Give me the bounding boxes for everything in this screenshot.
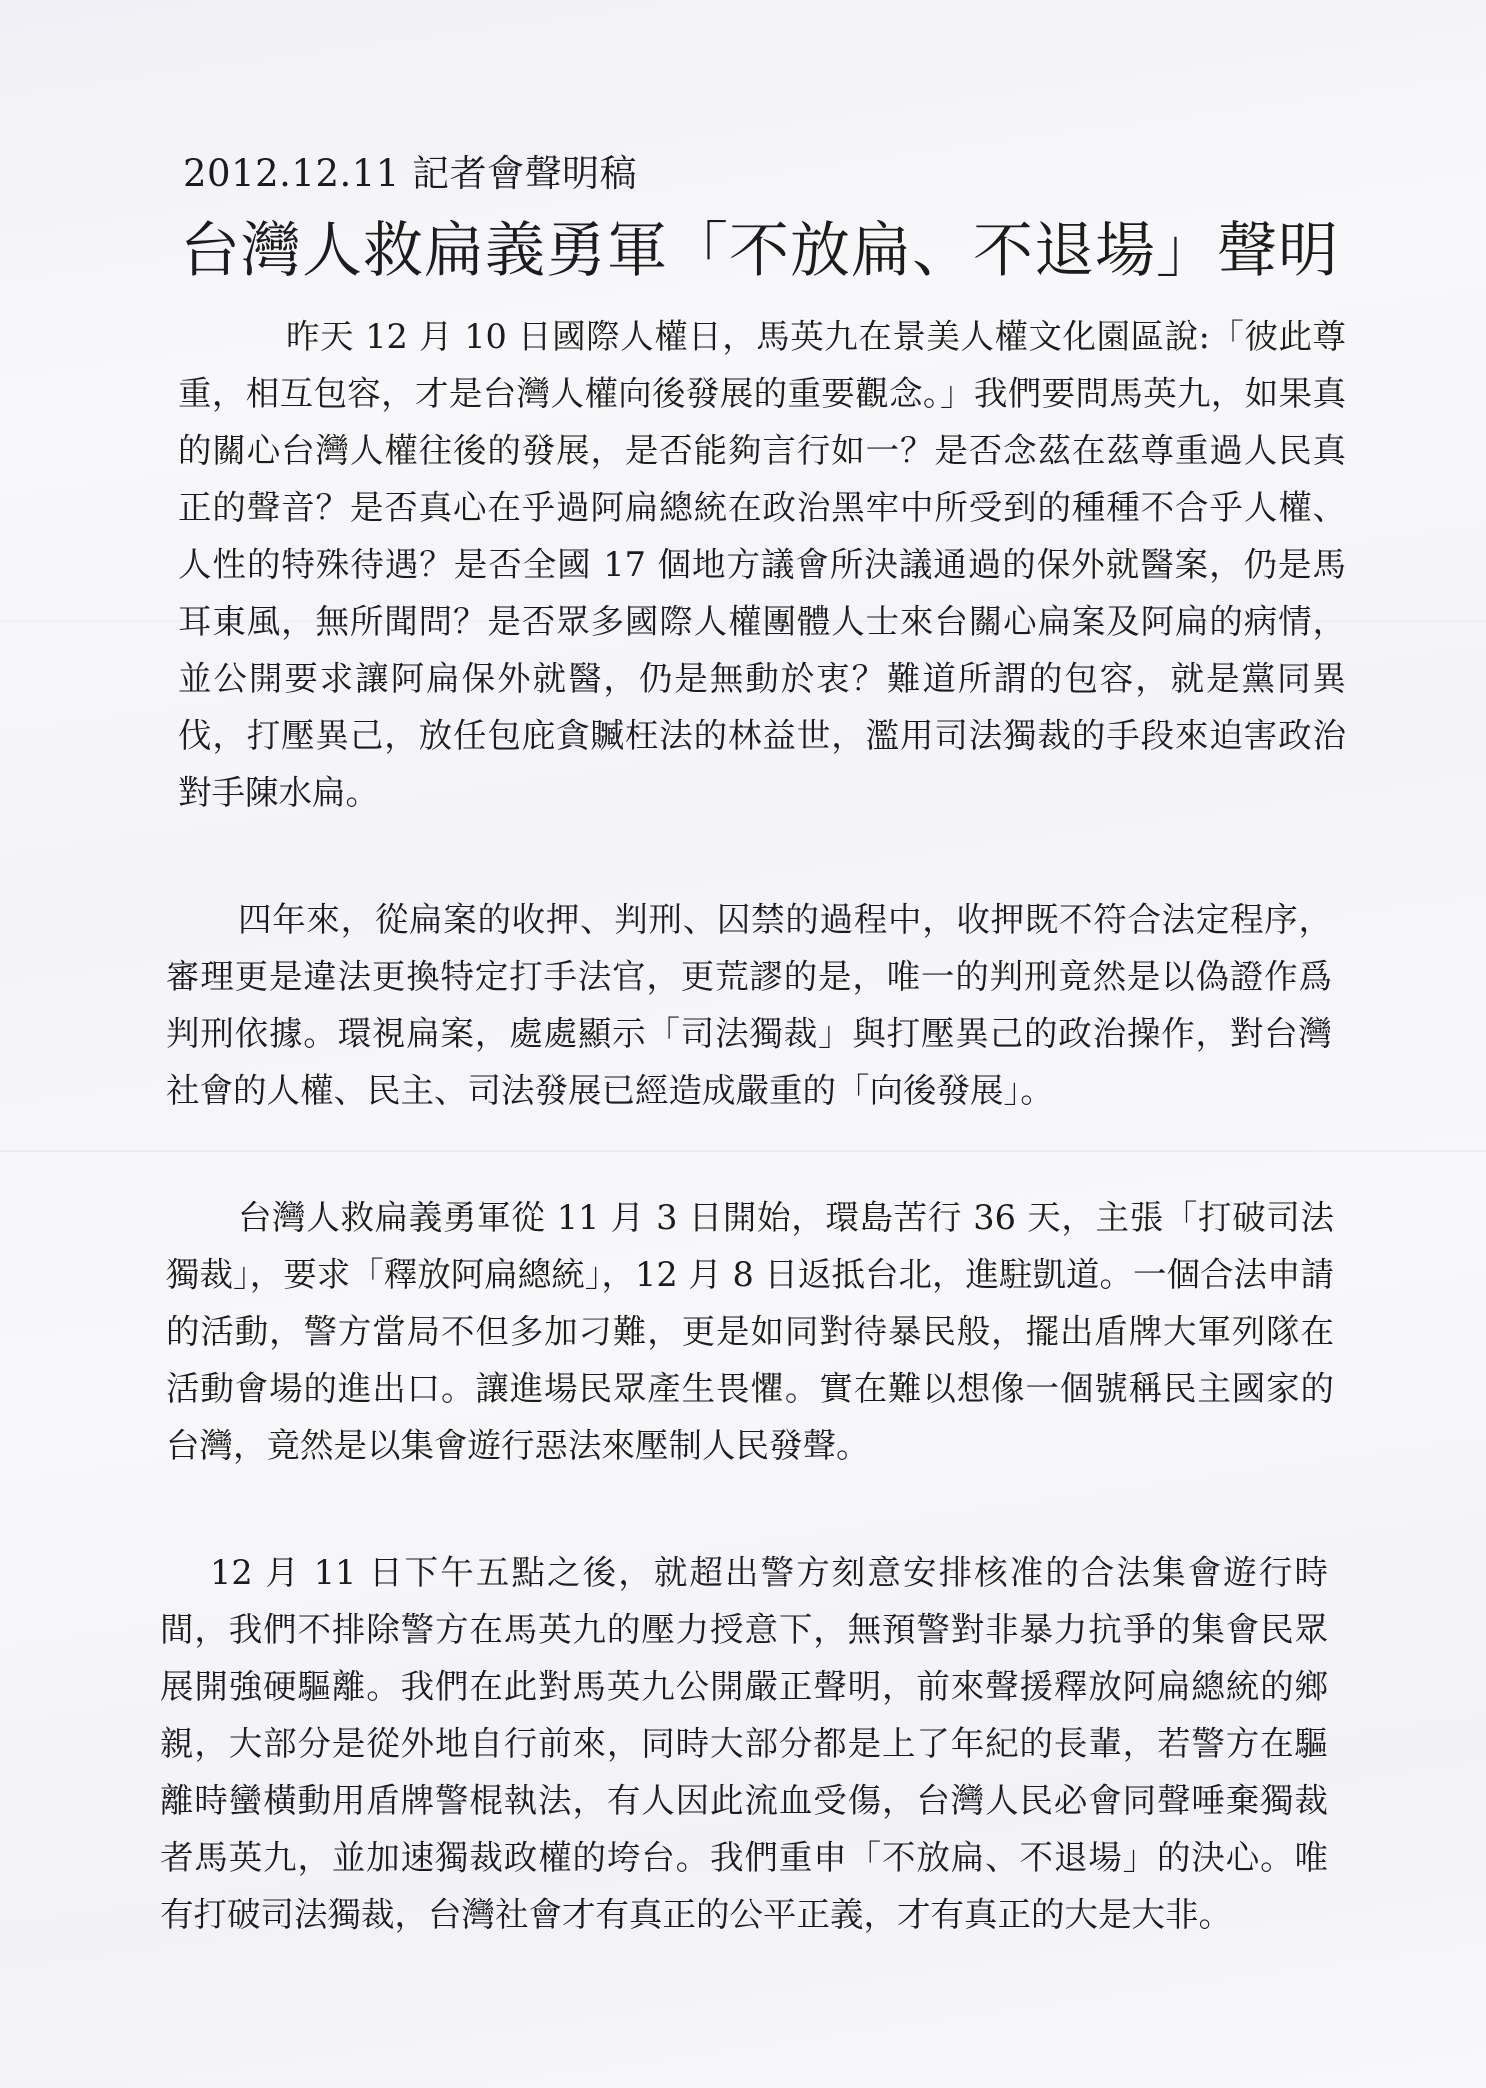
paragraph-4: 12 月 11 日下午五點之後，就超出警方刻意安排核准的合法集會遊行時間，我們不排除警方在馬英九的壓力授意下，無預警對非暴力抗爭的集會民眾展開強硬驅離。我們在此對馬英九公開嚴正聲明，前來聲援釋放阿扁總統的鄉親，大部分是從外地自行前來，同時大部分都是上了年紀的長輩，若警方在驅離時蠻橫動用盾牌警棍執法，有人因此流血受傷，台灣人民必會同聲唾棄獨裁者馬英九，並加速獨裁政權的垮台。我們重申「不放扁、不退場」的決心。唯有打破司法獨裁，台灣社會才有真正的公平正義，才有真正的大是大非。 <box>160 1553 1328 1934</box>
paragraph-2: 四年來，從扁案的收押、判刑、囚禁的過程中，收押既不符合法定程序，審理更是違法更換特定打手法官，更荒謬的是，唯一的判刑竟然是以偽證作爲判刑依據。環視扁案，處處顯示「司法獨裁」與打壓異己的政治操作，對台灣社會的人權、民主、司法發展已經造成嚴重的「向後發展」。 <box>166 900 1332 1110</box>
press-release-date-heading: 2012.12.11 記者會聲明稿 <box>183 152 638 195</box>
statement-body <box>160 150 1346 2013</box>
paragraph-3: 台灣人救扁義勇軍從 11 月 3 日開始，環島苦行 36 天，主張「打破司法獨裁」，要求「釋放阿扁總統」，12 月 8 日返抵台北，進駐凱道。一個合法申請的活動，警方當局不但多加刁難，更是如同對待暴民般，擺出盾牌大軍列隊在活動會場的進出口。讓進場民眾產生畏懼。實在難以想像一個號稱民主國家的台灣，竟然是以集會遊行惡法來壓制人民發聲。 <box>166 1198 1334 1465</box>
paragraph-1: 昨天 12 月 10 日國際人權日，馬英九在景美人權文化園區說:「彼此尊重，相互包容，才是台灣人權向後發展的重要觀念。」我們要問馬英九，如果真的關心台灣人權往後的發展，是否能夠言行如一？是否念茲在茲尊重過人民真正的聲音？是否真心在乎過阿扁總統在政治黑牢中所受到的種種不合乎人權、人性的特殊待遇？是否全國 17 個地方議會所決議通過的保外就醫案，仍是馬耳東風，無所聞問？是否眾多國際人權團體人士來台關心扁案及阿扁的病情，並公開要求讓阿扁保外就醫，仍是無動於衷？難道所謂的包容，就是黨同異伐，打壓異己，放任包庇貪贓枉法的林益世，濫用司法獨裁的手段來迫害政治對手陳水扁。 <box>178 317 1346 812</box>
statement-title: 台灣人救扁義勇軍「不放扁、不退場」聲明 <box>180 216 1339 286</box>
